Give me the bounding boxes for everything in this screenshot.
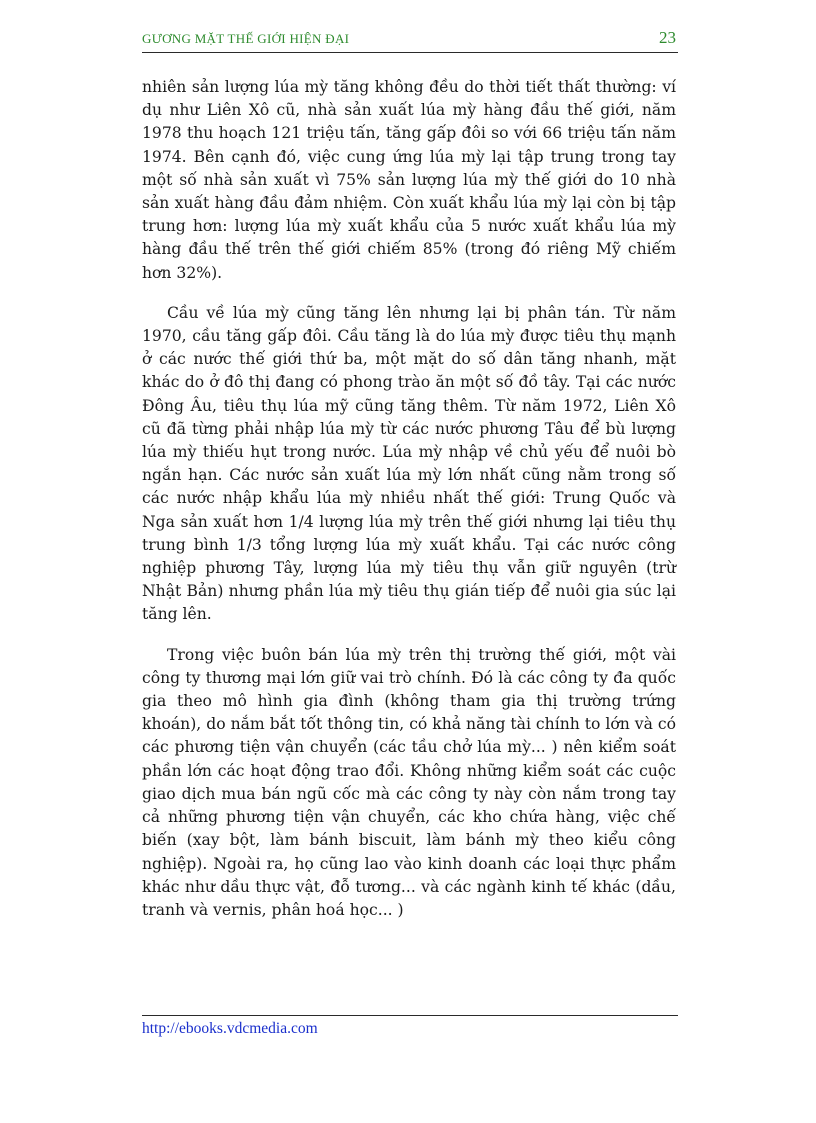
paragraph-3: Trong việc buôn bán lúa mỳ trên thị trường thế giới, một vài công ty thương mại lớn giữ vai trò chính. Đó là các công ty đa quốc gia theo mô hình gia đình (không tham gia thị trường trứng khoán), do nắm bắt tốt thông tin, có khả năng tài chính to lớn và có các phương tiện vận chuyển (các tầu chở lúa mỳ... ) nên kiểm soát phần lớn các hoạt động trao đổi. Không những kiểm soát các cuộc giao dịch mua bán ngũ cốc mà các công ty này còn nắm trong tay cả những phương tiện vận chuyển, các kho chứa hàng, việc chế biến (xay bột, làm bánh biscuit, làm bánh mỳ theo kiểu công nghiệp). Ngoài ra, họ cũng lao vào kinh doanh các loại thực phẩm khác như dầu thực vật, đỗ tương... và các ngành kinh tế khác (dầu, tranh và vernis, phân hoá học... ): [142, 645, 676, 919]
page-body: [142, 76, 676, 922]
paragraph-2: Cầu về lúa mỳ cũng tăng lên nhưng lại bị phân tán. Từ năm 1970, cầu tăng gấp đôi. Cầu tăng là do lúa mỳ được tiêu thụ mạnh ở các nước thế giới thứ ba, một mặt do số dân tăng nhanh, mặt khác do ở đô thị đang có phong trào ăn một số đồ tây. Tại các nước Đông Âu, tiêu thụ lúa mỹ cũng tăng thêm. Từ năm 1972, Liên Xô cũ đã từng phải nhập lúa mỳ từ các nước phương Tâu để bù lượng lúa mỳ thiếu hụt trong nước. Lúa mỳ nhập về chủ yếu để nuôi bò ngắn hạn. Các nước sản xuất lúa mỳ lớn nhất cũng nằm trong số các nước nhập khẩu lúa mỳ nhiều nhất thế giới: Trung Quốc và Nga sản xuất hơn 1/4 lượng lúa mỳ trên thế giới nhưng lại tiêu thụ trung bình 1/3 tổng lượng lúa mỳ xuất khẩu. Tại các nước công nghiệp phương Tây, lượng lúa mỳ tiêu thụ vẫn giữ nguyên (trừ Nhật Bản) nhưng phần lúa mỳ tiêu thụ gián tiếp để nuôi gia súc lại tăng lên.: [142, 303, 676, 624]
book-title: GƯƠNG MẶT THẾ GIỚI HIỆN ĐẠI: [142, 31, 350, 46]
page-number: 23: [659, 28, 676, 47]
paragraph-1: nhiên sản lượng lúa mỳ tăng không đều do thời tiết thất thường: ví dụ như Liên Xô cũ, nhà sản xuất lúa mỳ hàng đầu thế giới, năm 1978 thu hoạch 121 triệu tấn, tăng gấp đôi so với 66 triệu tấn năm 1974. Bên cạnh đó, việc cung ứng lúa mỳ lại tập trung trong tay một số nhà sản xuất vì 75% sản lượng lúa mỳ thế giới do 10 nhà sản xuất hàng đầu đảm nhiệm. Còn xuất khẩu lúa mỳ lại còn bị tập trung hơn: lượng lúa mỳ xuất khẩu của 5 nước xuất khẩu lúa mỳ hàng đầu thế trên thế giới chiếm 85% (trong đó riêng Mỹ chiếm hơn 32%).: [142, 78, 676, 282]
footer-divider: [142, 1015, 678, 1016]
footer-url-link[interactable]: http://ebooks.vdcmedia.com: [142, 1020, 318, 1037]
running-header: [142, 28, 678, 53]
